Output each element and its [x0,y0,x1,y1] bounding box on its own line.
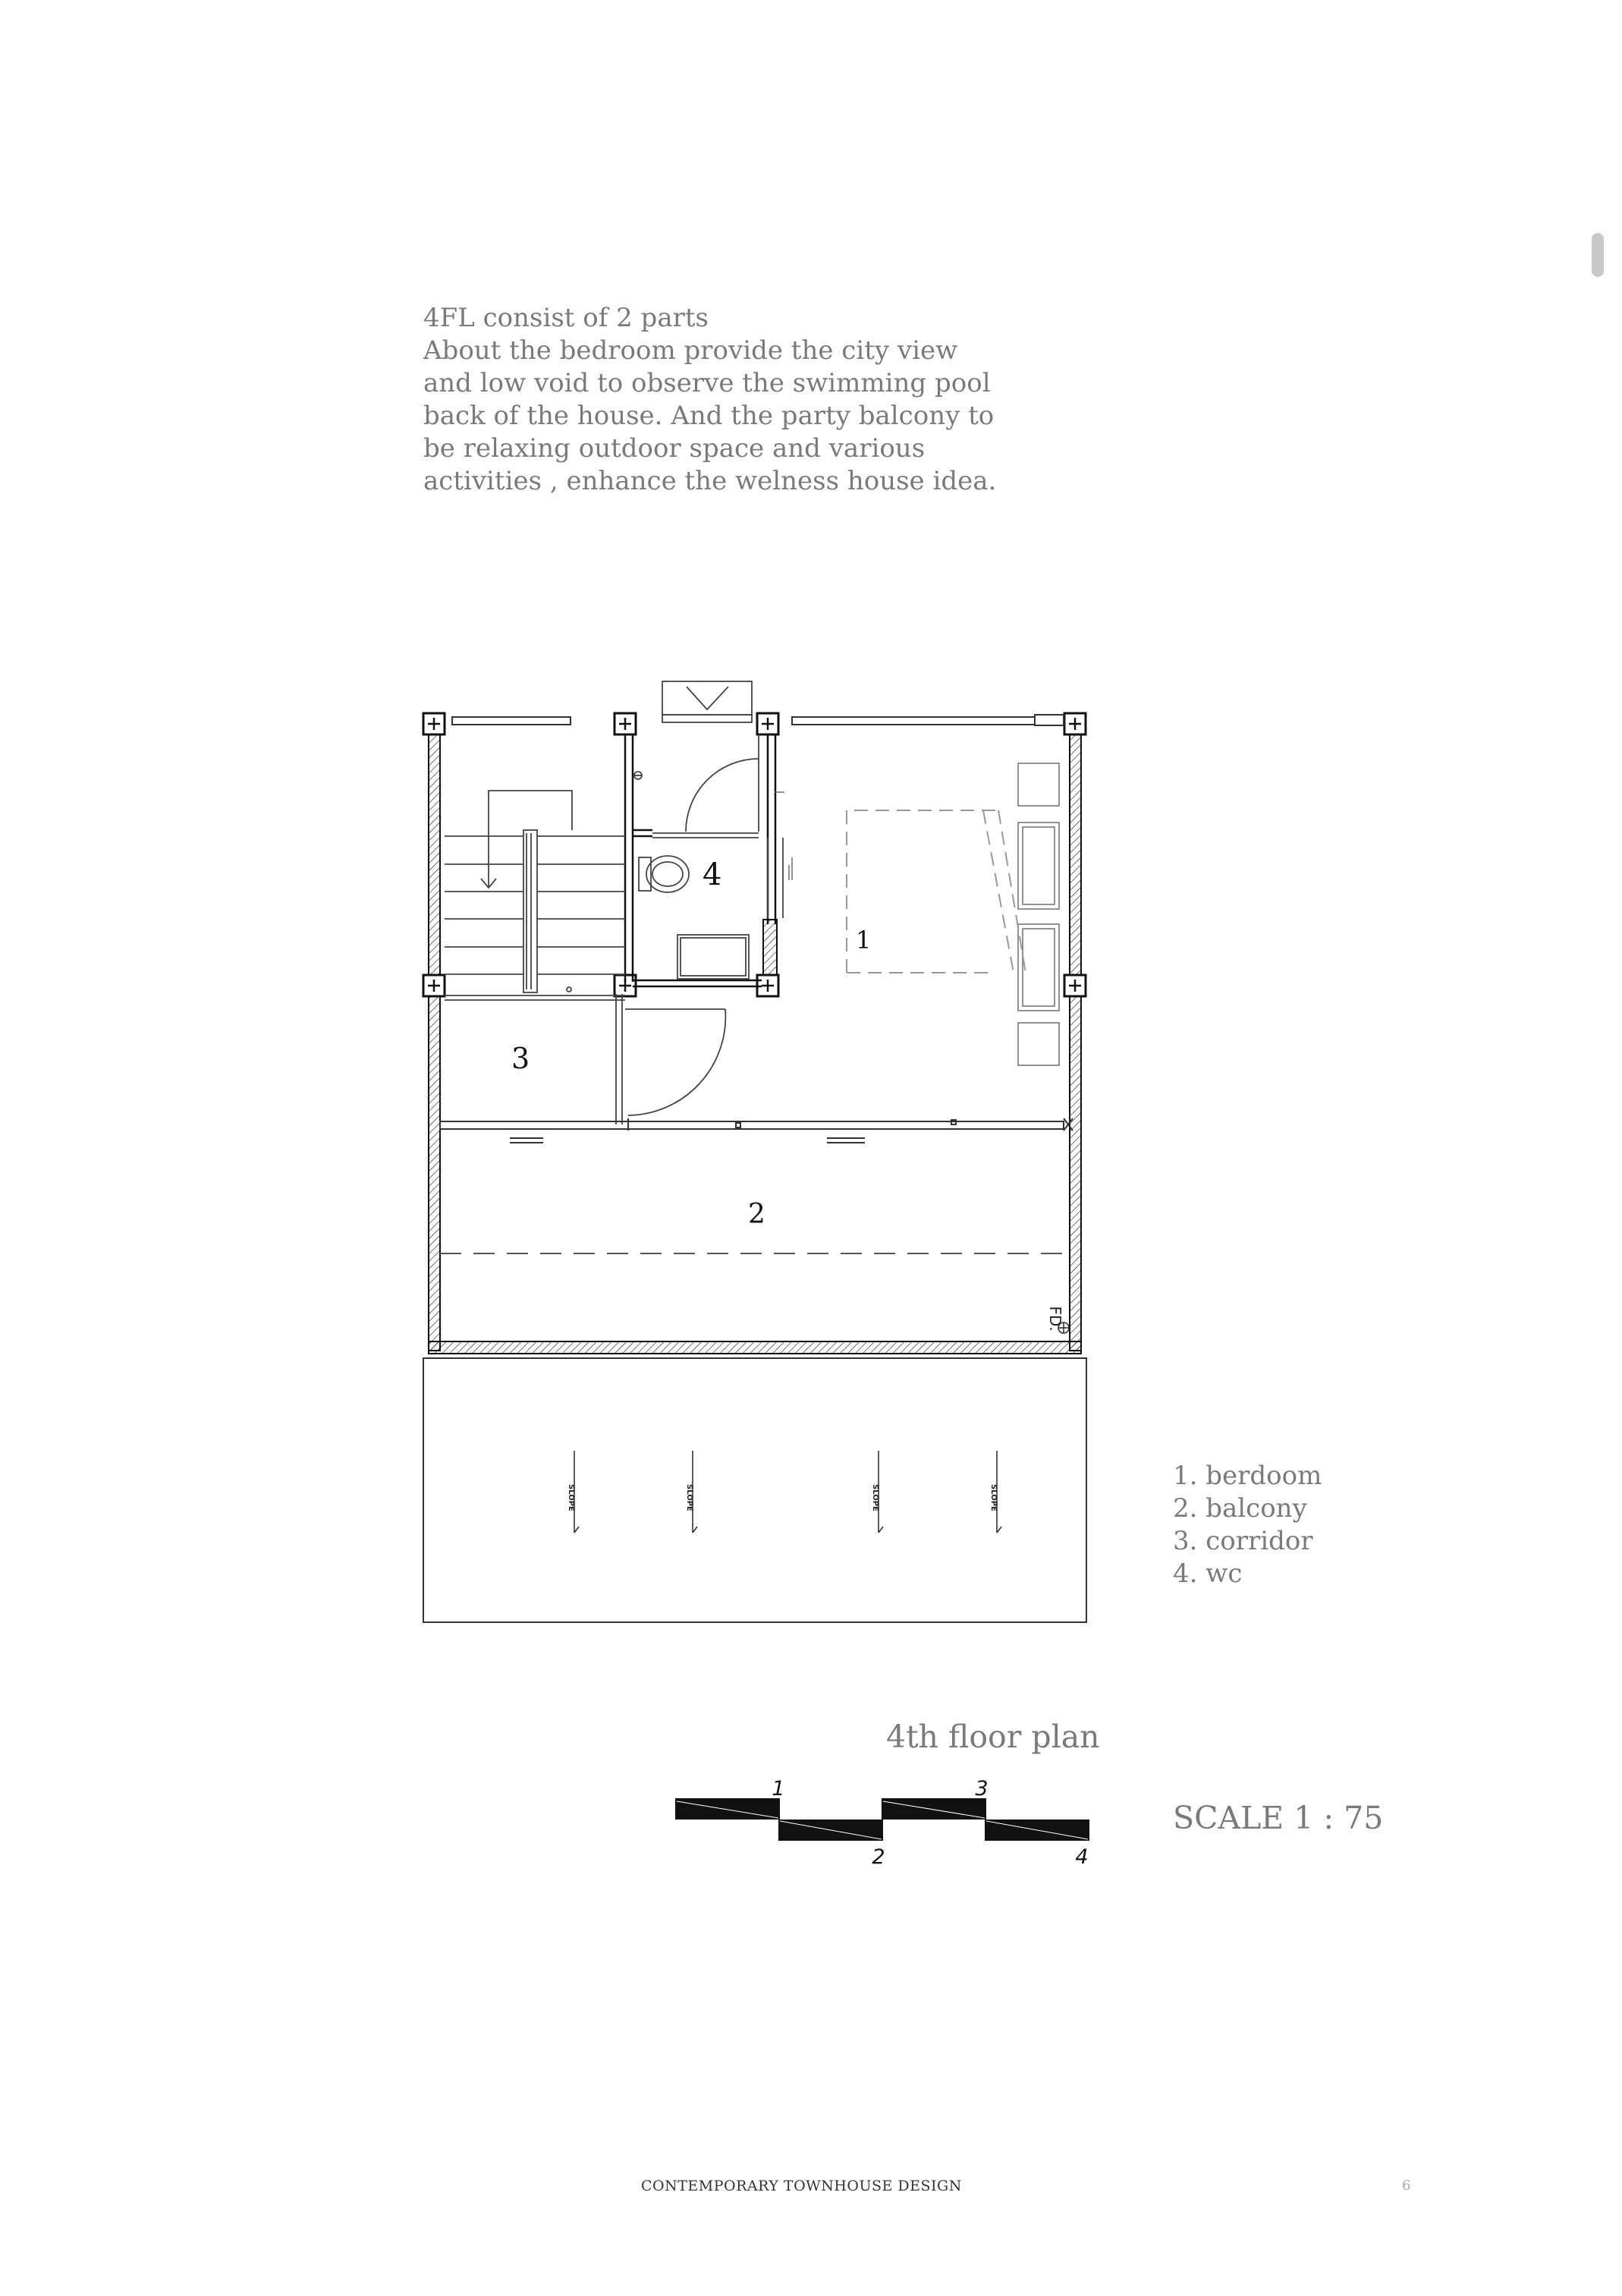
outer-walls [429,728,1081,1354]
room-legend [1173,1460,1322,1590]
room-number-balcony: 2 [748,1199,765,1230]
legend-item: 4. wc [1173,1558,1243,1589]
room-number-corridor: 3 [511,1042,530,1075]
scale-tick-1: 1 [772,1777,785,1801]
intro-line: activities , enhance the welness house idea. [423,466,997,496]
footer-title: CONTEMPORARY TOWNHOUSE DESIGN [641,2178,962,2194]
intro-line: and low void to observe the swimming pool [423,368,991,398]
bed-outline-dashed [847,810,1026,973]
slope-arrows [574,1451,1001,1533]
bedroom-door [616,994,725,1124]
intro-line: back of the house. And the party balcony to [423,401,995,431]
legend-item: 2. balcony [1173,1493,1307,1524]
slope-label: SLOPE [567,1484,575,1511]
legend-item: 1. berdoom [1173,1461,1322,1491]
scale-tick-3: 3 [975,1777,989,1801]
slope-label: SLOPE [871,1484,879,1511]
intro-line: 4FL consist of 2 parts [423,303,709,333]
balcony-sliding-doors [440,1118,1073,1143]
floor-drain-label: FD. [1046,1306,1064,1332]
skylight [662,681,752,722]
stair [445,791,625,1000]
scale-bar [675,1798,1089,1841]
intro-line: be relaxing outdoor space and various [423,433,926,464]
wc-walls [625,734,775,986]
scale-tick-2: 2 [872,1845,885,1869]
slope-label: SLOPE [685,1484,693,1511]
scale-tick-4: 4 [1075,1845,1089,1869]
room-number-bedroom: 1 [856,926,872,955]
page-number: 6 [1402,2178,1411,2194]
scrollbar-thumb[interactable] [1592,233,1604,277]
intro-line: About the bedroom provide the city view [423,335,958,366]
legend-item: 3. corridor [1173,1526,1313,1556]
room-numbers [511,857,871,1230]
structural-columns [423,713,1086,996]
bedroom-furniture [775,763,1059,1065]
slope-label: SLOPE [989,1484,998,1511]
room-number-wc: 4 [703,857,722,892]
scale-label: SCALE 1 : 75 [1173,1800,1384,1836]
roof-slab-outline [423,1358,1086,1622]
plan-title: 4th floor plan [886,1719,1100,1755]
slope-labels [567,1484,998,1511]
